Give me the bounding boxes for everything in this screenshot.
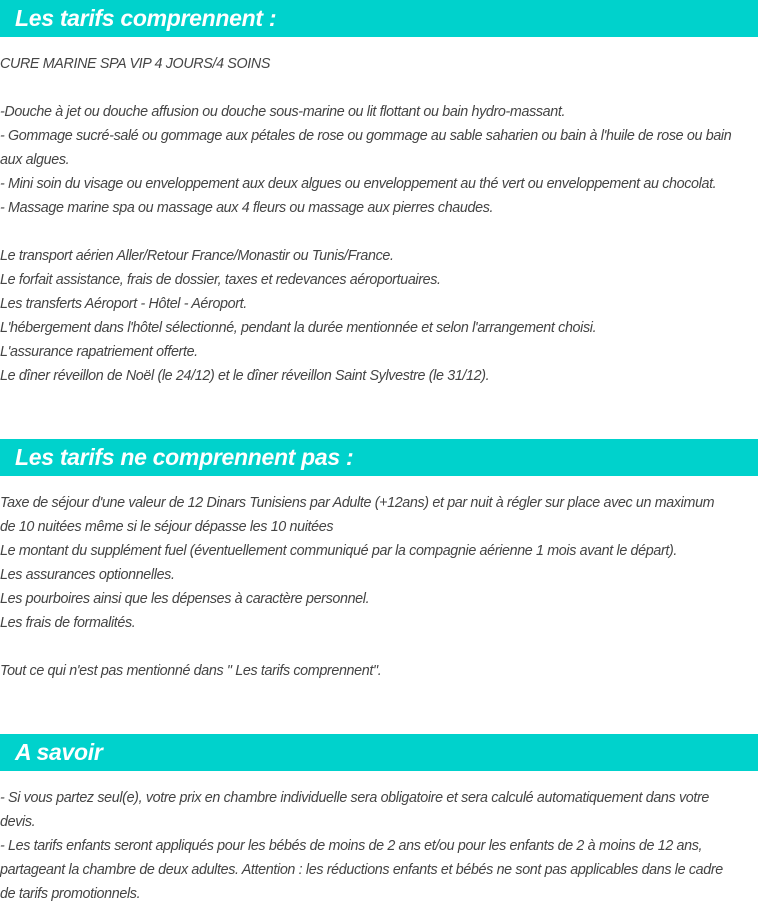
included-line: Le forfait assistance, frais de dossier, taxes et redevances aéroportuaires. [0,272,441,288]
info-line: - Les tarifs enfants seront appliqués pour les bébés de moins de 2 ans et/ou pour les enfants de 2 à moins de 12 ans, [0,838,703,854]
excluded-footer: Tout ce qui n'est pas mentionné dans " Les tarifs comprennent". [0,663,382,679]
care-line: - Gommage sucré-salé ou gommage aux pétales de rose ou gommage au sable saharien ou bain à l'huile de rose ou bain [0,128,732,144]
included-line: Les transferts Aéroport - Hôtel - Aéroport. [0,296,247,312]
excluded-line: Les assurances optionnelles. [0,567,175,583]
package-name: CURE MARINE SPA VIP 4 JOURS/4 SOINS [0,56,271,72]
info-line: - Si vous partez seul(e), votre prix en chambre individuelle sera obligatoire et sera calculé automatiquement dans votre [0,790,709,806]
excluded-line: Taxe de séjour d'une valeur de 12 Dinars Tunisiens par Adulte (+12ans) et par nuit à régler sur place avec un maximum [0,495,715,511]
info-line: de tarifs promotionnels. [0,886,141,902]
care-line: - Massage marine spa ou massage aux 4 fleurs ou massage aux pierres chaudes. [0,200,494,216]
excluded-line: Le montant du supplément fuel (éventuellement communiqué par la compagnie aérienne 1 mois avant le départ). [0,543,678,559]
included-line: L'hébergement dans l'hôtel sélectionné, pendant la durée mentionnée et selon l'arrangement choisi. [0,320,597,336]
section-header-not-included [0,439,758,476]
a-savoir-content [0,786,758,906]
not-included-content [0,491,758,683]
included-content [0,52,758,388]
included-line: Le transport aérien Aller/Retour France/Monastir ou Tunis/France. [0,248,394,264]
info-line: partageant la chambre de deux adultes. Attention : les réductions enfants et bébés ne sont pas applicables dans le cadre [0,862,723,878]
section-header-a-savoir [0,734,758,771]
included-line: L'assurance rapatriement offerte. [0,344,198,360]
excluded-line: Les pourboires ainsi que les dépenses à caractère personnel. [0,591,370,607]
section-header-included [0,0,758,37]
excluded-line: de 10 nuitées même si le séjour dépasse les 10 nuitées [0,519,334,535]
excluded-line: Les frais de formalités. [0,615,136,631]
section-title: Les tarifs comprennent : [15,5,277,31]
care-line: aux algues. [0,152,70,168]
section-title: A savoir [15,739,103,765]
section-title: Les tarifs ne comprennent pas : [15,444,354,470]
care-line: -Douche à jet ou douche affusion ou douche sous-marine ou lit flottant ou bain hydro-massant. [0,104,566,120]
included-line: Le dîner réveillon de Noël (le 24/12) et le dîner réveillon Saint Sylvestre (le 31/12). [0,368,490,384]
care-line: - Mini soin du visage ou enveloppement aux deux algues ou enveloppement au thé vert ou enveloppement au chocolat. [0,176,717,192]
info-line: devis. [0,814,36,830]
